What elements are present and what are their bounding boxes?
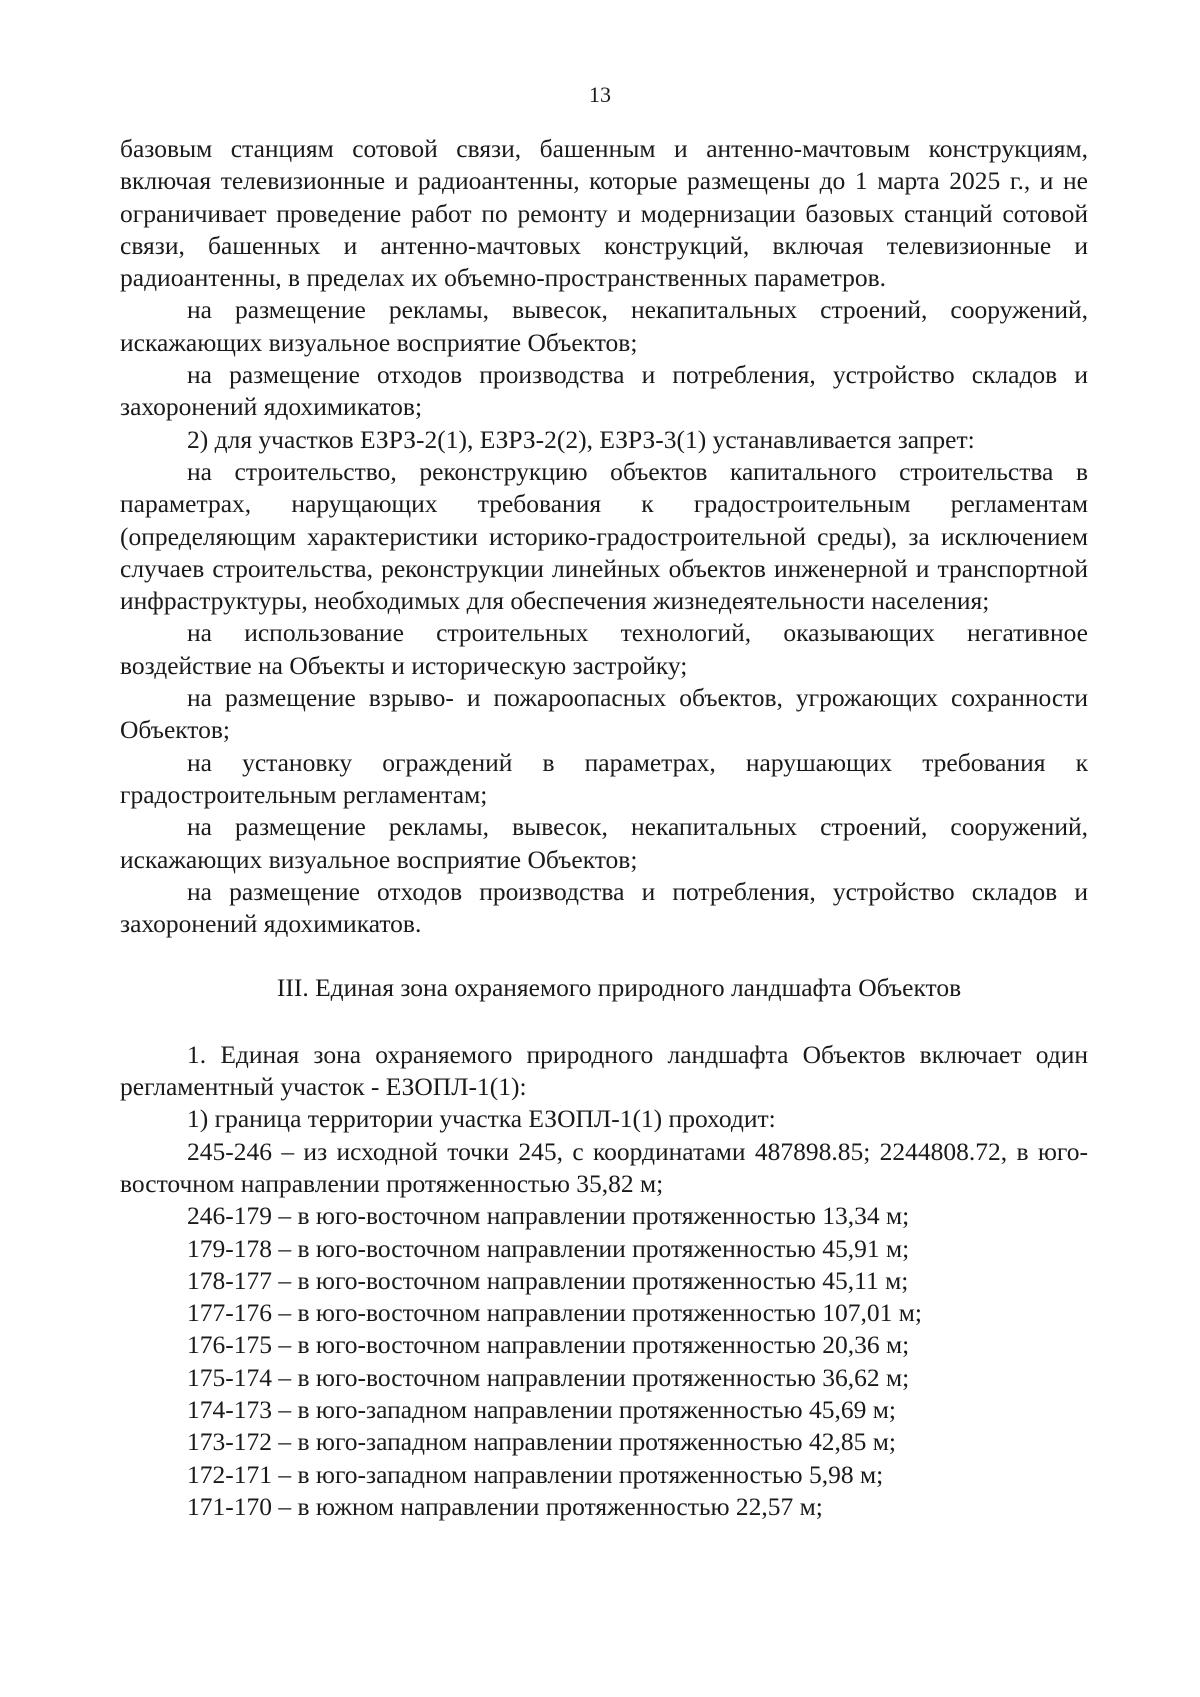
boundary-segment: 179-178 – в юго-восточном направлении протяженностью 45,91 м; [187, 1233, 910, 1263]
section-3-heading: III. Единая зона охраняемого природного ландшафта Объектов [276, 973, 962, 1003]
boundary-segment: 171-170 – в южном направлении протяженностью 22,57 м; [187, 1491, 823, 1521]
boundary-segment: 177-176 – в юго-восточном направлении протяженностью 107,01 м; [187, 1298, 923, 1328]
document-body [120, 133, 1088, 1523]
restriction-paragraph: на использование строительных технологий, оказывающих негативное воздействие на Объекты и историческую застройку; [120, 618, 1088, 680]
boundary-segment: 176-175 – в юго-восточном направлении протяженностью 20,36 м; [187, 1330, 910, 1360]
restriction-paragraph: на размещение взрыво- и пожароопасных объектов, угрожающих сохранности Объектов; [120, 683, 1088, 745]
section-3-intro-paragraph: 1. Единая зона охраняемого природного ландшафта Объектов включает один регламентный участок - ЕЗОПЛ-1(1): [120, 1039, 1088, 1102]
section-2-restrictions [120, 133, 1088, 940]
boundary-segment: 172-171 – в юго-западном направлении протяженностью 5,98 м; [187, 1459, 884, 1489]
boundary-segment: 173-172 – в юго-западном направлении протяженностью 42,85 м; [187, 1427, 896, 1457]
restriction-paragraph: 2) для участков ЕЗРЗ-2(1), ЕЗРЗ-2(2), ЕЗРЗ-3(1) устанавливается запрет: [187, 424, 975, 454]
boundary-segment: 175-174 – в юго-восточном направлении протяженностью 36,62 м; [187, 1362, 910, 1392]
section-3-subheading: 1) граница территории участка ЕЗОПЛ-1(1) проходит: [187, 1104, 776, 1134]
restriction-paragraph: на размещение отходов производства и потребления, устройство складов и захоронений ядохимикатов; [120, 360, 1088, 422]
restriction-paragraph: на размещение рекламы, вывесок, некапитальных строений, сооружений, искажающих визуальное восприятие Объектов; [120, 812, 1088, 874]
restriction-paragraph: на установку ограждений в параметрах, нарушающих требования к градостроительным регламентам; [120, 747, 1088, 809]
boundary-first-segment: 245-246 – из исходной точки 245, с координатами 487898.85; 2244808.72, в юго- восточном направлении протяженностью 35,82 м; [120, 1136, 1088, 1198]
restriction-paragraph: на строительство, реконструкцию объектов капитального строительства в параметрах, нарущающих требования к градостроительным регламентам (определяющим характеристики историко-градостроительной среды), за исключением случаев строительства, реконструкции линейных объектов инженерной и транспортной инфраструктуры, необходимых для обеспечения жизнедеятельности населения; [120, 456, 1088, 616]
boundary-segment: 174-173 – в юго-западном направлении протяженностью 45,69 м; [187, 1394, 896, 1424]
restriction-paragraph: на размещение отходов производства и потребления, устройство складов и захоронений ядохимикатов. [120, 876, 1088, 939]
section-3-body [120, 1039, 1088, 1523]
page-number: 13 [589, 82, 611, 107]
boundary-segment: 178-177 – в юго-восточном направлении протяженностью 45,11 м; [187, 1265, 909, 1295]
boundary-segment-list [120, 1200, 1088, 1523]
restriction-paragraph: на размещение рекламы, вывесок, некапитальных строений, сооружений, искажающих визуальное восприятие Объектов; [120, 295, 1088, 357]
boundary-segment: 246-179 – в юго-восточном направлении протяженностью 13,34 м; [187, 1201, 910, 1231]
restriction-paragraph: базовым станциям сотовой связи, башенным и антенно-мачтовым конструкциям, включая телевизионные и радиоантенны, которые размещены до 1 марта 2025 г., и не ограничивает проведение работ по ремонту и модернизации базовых станций сотовой связи, башенных и антенно-мачтовых конструкций, включая телевизионные и радиоантенны, в пределах их объемно-пространственных параметров. [120, 134, 1088, 293]
